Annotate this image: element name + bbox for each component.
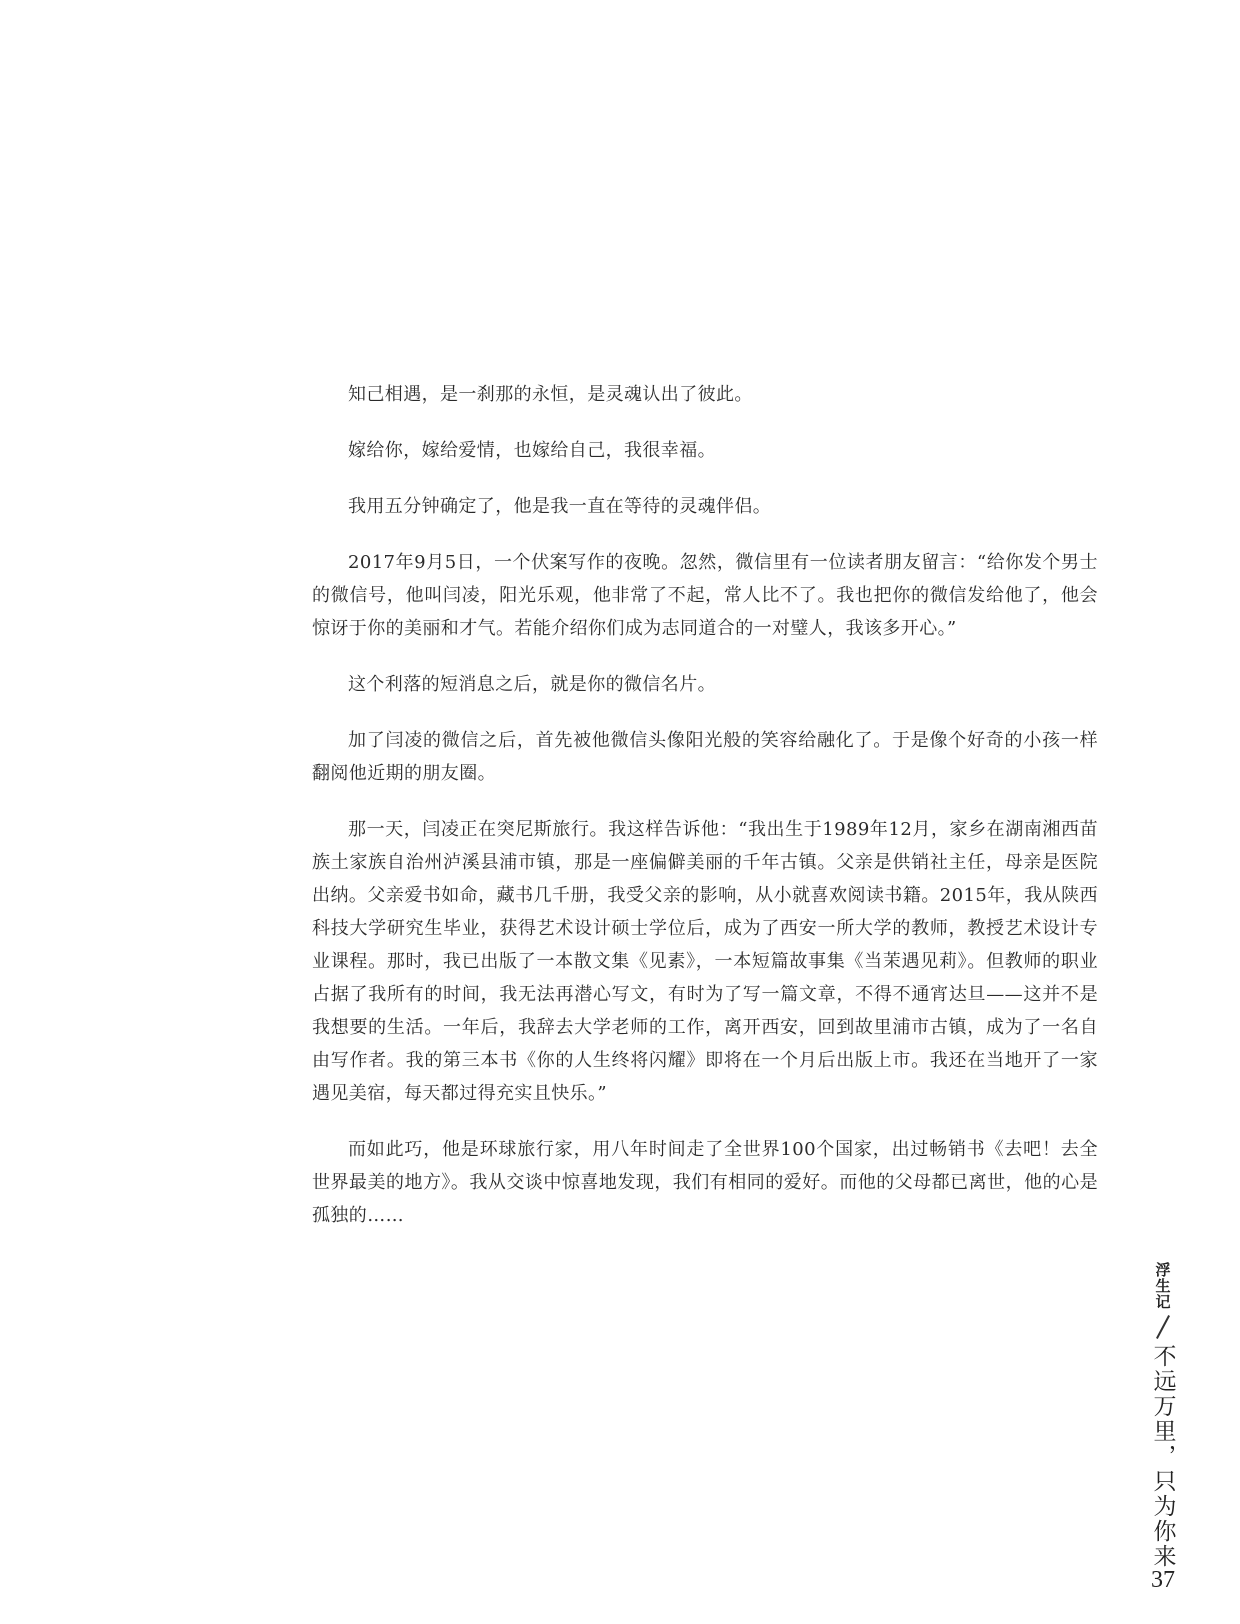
- paragraph-1: 知己相遇，是一刹那的永恒，是灵魂认出了彼此。: [348, 384, 753, 405]
- paragraph-2: 嫁给你，嫁给爱情，也嫁给自己，我很幸福。: [348, 440, 716, 461]
- paragraph-5: 这个利落的短消息之后，就是你的微信名片。: [348, 674, 716, 695]
- page-number: 37: [1151, 1567, 1175, 1593]
- paragraph-4: 2017年9月5日，一个伏案写作的夜晚。忽然，微信里有一位读者朋友留言：“给你发个男士的微信号，他叫闫凌，阳光乐观，他非常了不起，常人比不了。我也把你的微信发给他了，他会惊讶于你的美丽和才气。若能介绍你们成为志同道合的一对璧人，我该多开心。”: [312, 552, 1098, 639]
- divider-slash: [1156, 1315, 1170, 1339]
- running-header: [1148, 1262, 1178, 1569]
- series-name: 浮生记: [1153, 1262, 1172, 1310]
- paragraph-6: 加了闫凌的微信之后，首先被他微信头像阳光般的笑容给融化了。于是像个好奇的小孩一样翻阅他近期的朋友圈。: [312, 730, 1098, 784]
- book-title: 不远万里，只为你来: [1149, 1344, 1176, 1569]
- body-text: [312, 378, 1098, 1255]
- paragraph-8: 而如此巧，他是环球旅行家，用八年时间走了全世界100个国家，出过畅销书《去吧！去全世界最美的地方》。我从交谈中惊喜地发现，我们有相同的爱好。而他的父母都已离世，他的心是孤独的……: [312, 1139, 1098, 1226]
- paragraph-7: 那一天，闫凌正在突尼斯旅行。我这样告诉他：“我出生于1989年12月，家乡在湖南湘西苗族土家族自治州泸溪县浦市镇，那是一座偏僻美丽的千年古镇。父亲是供销社主任，母亲是医院出纳。父亲爱书如命，藏书几千册，我受父亲的影响，从小就喜欢阅读书籍。2015年，我从陕西科技大学研究生毕业，获得艺术设计硕士学位后，成为了西安一所大学的教师，教授艺术设计专业课程。那时，我已出版了一本散文集《见素》，一本短篇故事集《当茉遇见莉》。但教师的职业占据了我所有的时间，我无法再潜心写文，有时为了写一篇文章，不得不通宵达旦——这并不是我想要的生活。一年后，我辞去大学老师的工作，离开西安，回到故里浦市古镇，成为了一名自由写作者。我的第三本书《你的人生终将闪耀》即将在一个月后出版上市。我还在当地开了一家遇见美宿，每天都过得充实且快乐。”: [312, 819, 1098, 1104]
- paragraph-3: 我用五分钟确定了，他是我一直在等待的灵魂伴侣。: [348, 496, 772, 517]
